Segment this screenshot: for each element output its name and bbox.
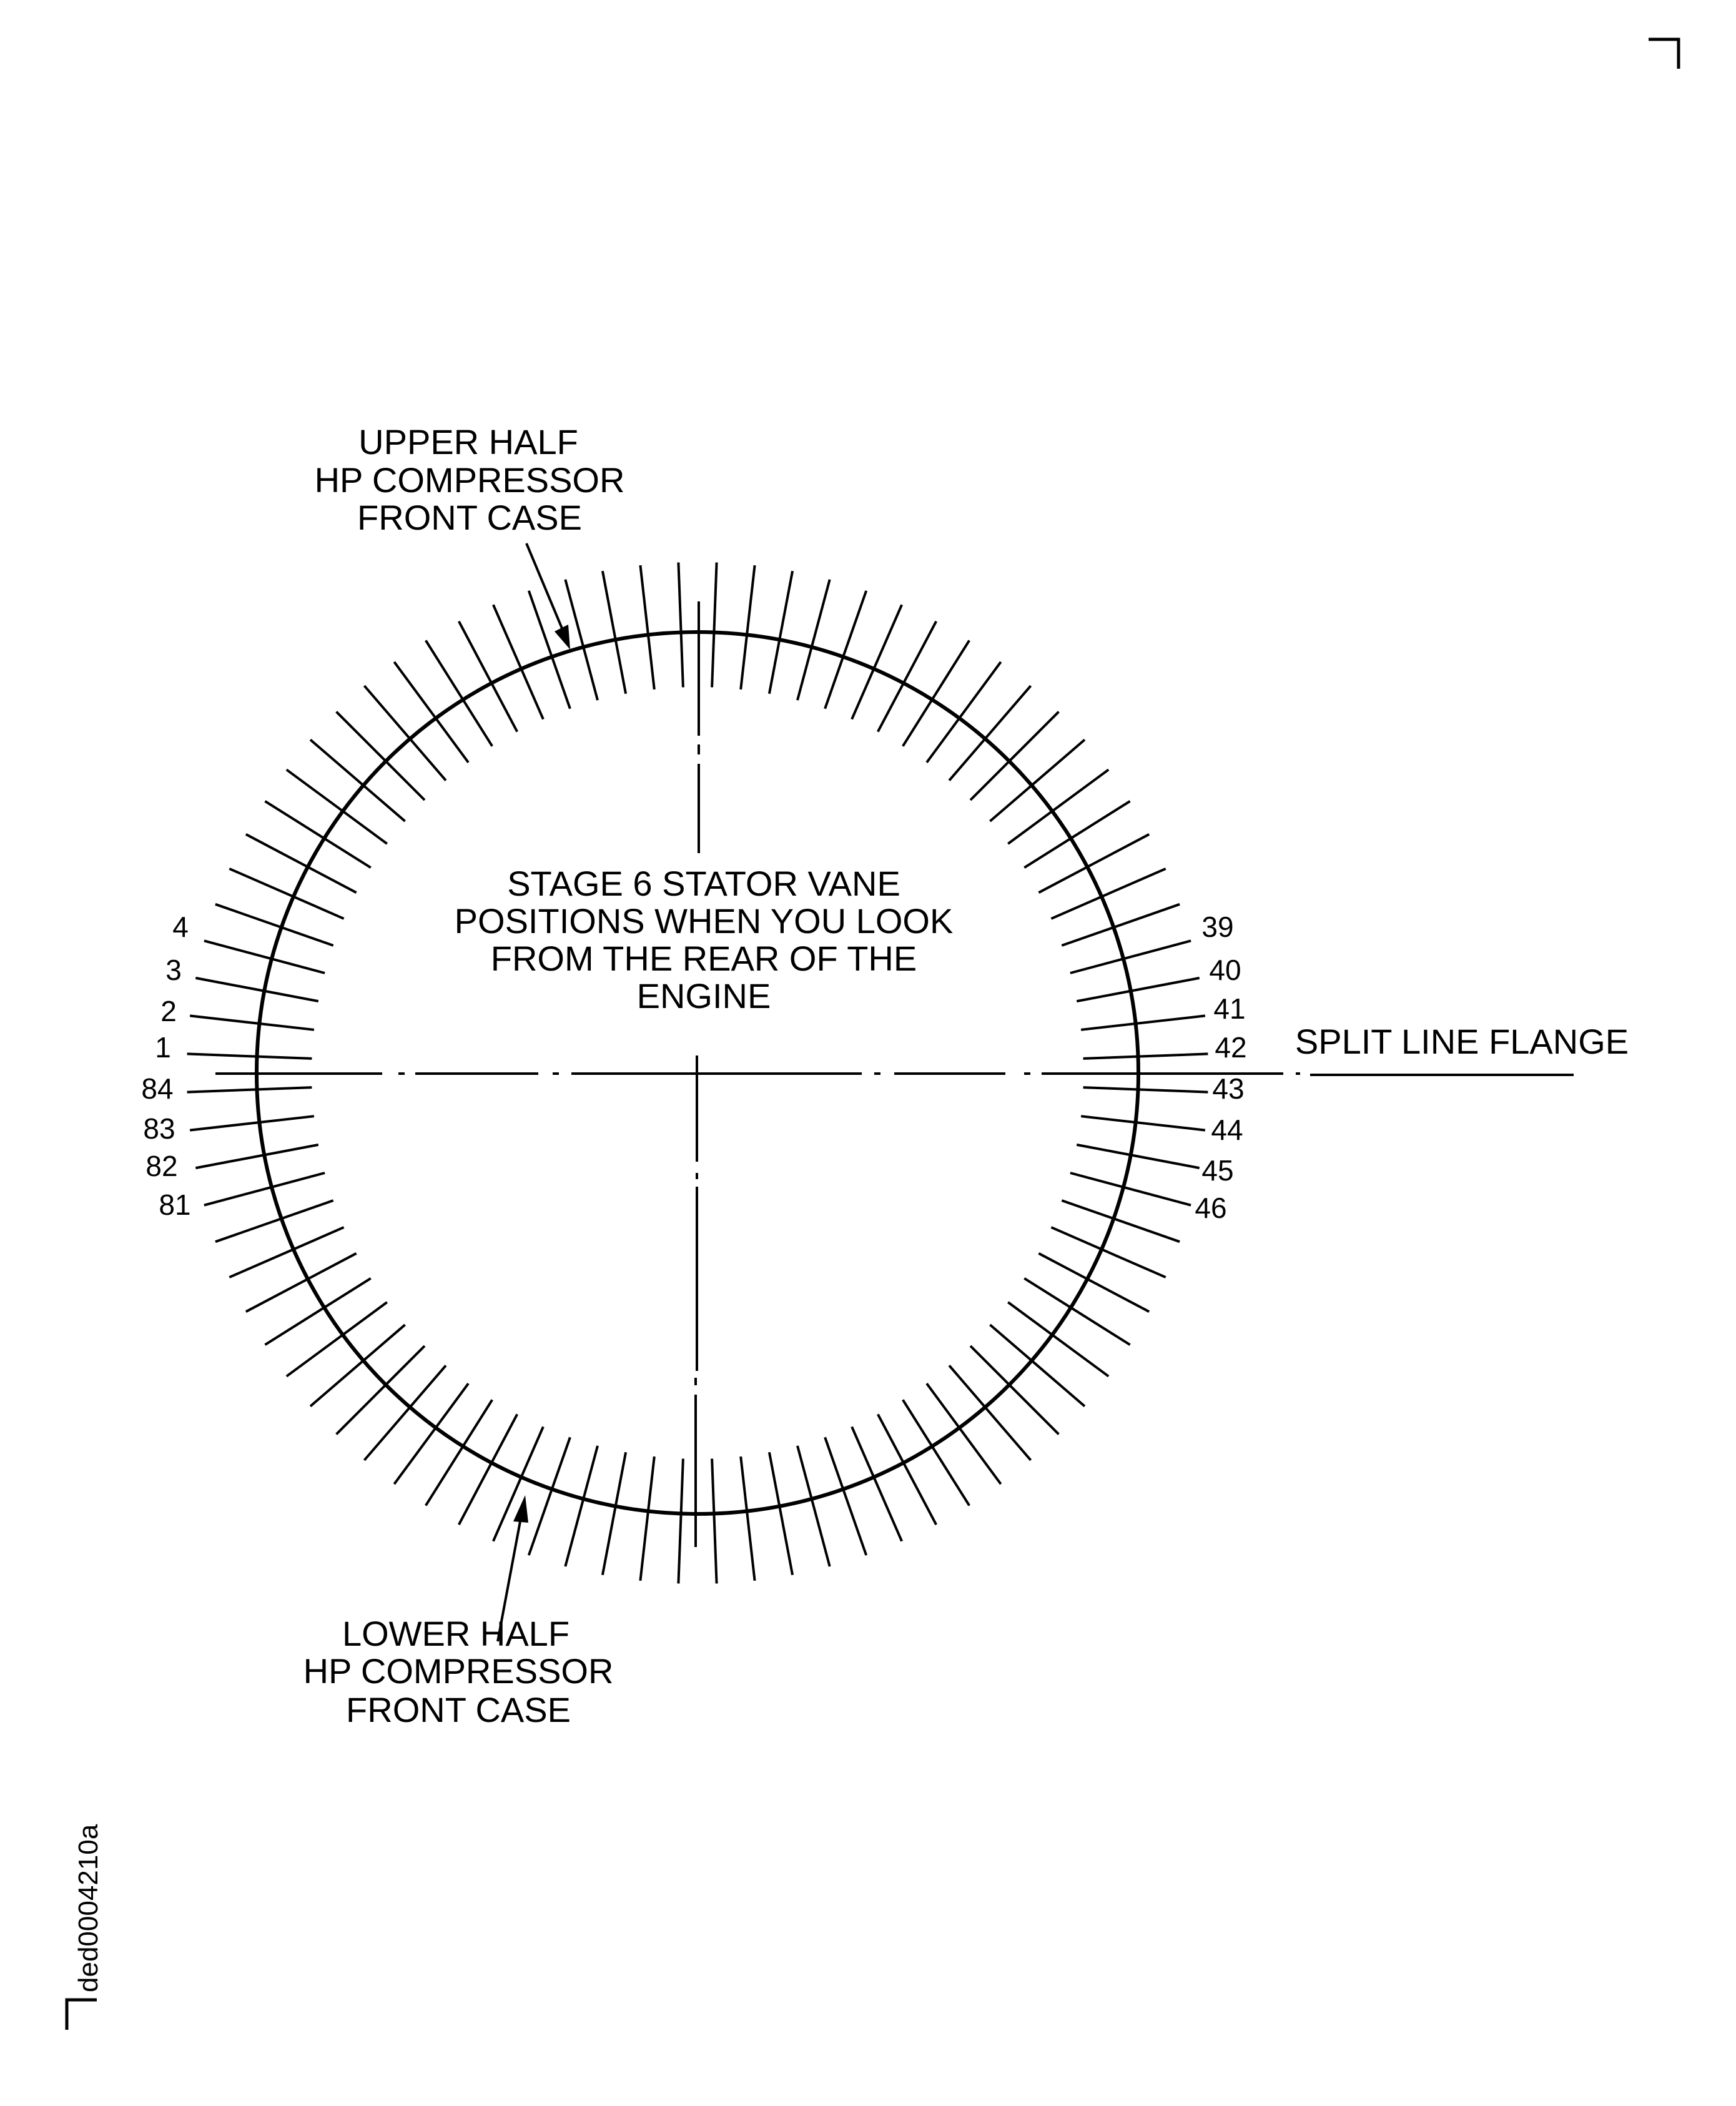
lower-callout-line-1: LOWER HALF (342, 1614, 570, 1653)
vane-spoke (949, 686, 1031, 781)
vane-number-label: 1 (155, 1031, 171, 1064)
vane-number-label: 46 (1195, 1192, 1227, 1224)
vane-spoke (903, 1400, 969, 1505)
vane-spoke (927, 662, 1001, 763)
vane-spoke (287, 1302, 387, 1377)
vane-spoke (1070, 1173, 1191, 1205)
figure-id-label: ded0004210a (73, 1824, 104, 1992)
vane-spoke (310, 1325, 405, 1406)
lower-callout-line-2: HP COMPRESSOR (303, 1651, 614, 1691)
vane-spoke (797, 580, 830, 700)
vane-spoke (712, 1459, 717, 1584)
vane-number-label: 44 (1211, 1114, 1243, 1146)
vane-number-label: 4 (172, 911, 189, 943)
vane-spoke (187, 1087, 312, 1092)
vane-spoke (310, 739, 405, 821)
vane-spoke (640, 1456, 654, 1581)
vane-spoke (195, 1145, 318, 1168)
corner-mark-top-right (1649, 39, 1679, 69)
vane-spoke (187, 1054, 312, 1059)
vane-spoke (190, 1116, 314, 1130)
vane-spoke (529, 591, 570, 709)
vane-spoke (903, 640, 969, 746)
vane-spoke (970, 1346, 1058, 1434)
vane-spoke (970, 712, 1058, 800)
vane-number-label: 40 (1209, 954, 1241, 986)
vane-spoke (949, 1365, 1031, 1460)
vane-spoke (1077, 978, 1200, 1001)
vane-number-label: 2 (160, 995, 177, 1027)
vane-spoke (195, 978, 318, 1001)
vane-spoke (394, 662, 468, 763)
vane-number-label: 3 (165, 954, 182, 986)
vane-spoke (1062, 1200, 1180, 1242)
vane-spoke (426, 640, 492, 746)
vane-spoke (1077, 1145, 1200, 1168)
vane-spoke (1070, 941, 1191, 973)
corner-mark-bottom-left (67, 2000, 97, 2030)
center-note-line-2: POSITIONS WHEN YOU LOOK (454, 901, 954, 941)
vane-spoke (394, 1383, 468, 1484)
vane-number-label: 82 (145, 1150, 178, 1182)
vane-spoke (337, 1346, 425, 1434)
vane-spoke (603, 571, 626, 694)
vane-spoke (529, 1437, 570, 1555)
vane-spoke (927, 1383, 1001, 1484)
upper-callout-line-3: FRONT CASE (357, 498, 582, 537)
vane-spoke (426, 1400, 492, 1505)
vane-spoke (265, 1278, 370, 1345)
vane-spoke (1024, 801, 1130, 868)
vane-spoke (825, 1437, 866, 1555)
vane-spoke (1008, 1302, 1108, 1377)
vane-number-label: 42 (1215, 1031, 1247, 1064)
vane-spoke (1083, 1087, 1208, 1092)
vane-spoke (741, 1456, 754, 1581)
vane-number-label: 84 (141, 1072, 174, 1105)
vane-spoke (678, 1459, 683, 1584)
center-note-line-4: ENGINE (636, 976, 771, 1016)
vane-spoke (565, 580, 598, 700)
vane-number-label: 83 (143, 1112, 175, 1145)
vane-spoke (287, 769, 387, 844)
upper-callout-line-1: UPPER HALF (358, 422, 578, 462)
vane-spoke (769, 571, 792, 694)
center-note-line-1: STAGE 6 STATOR VANE (507, 864, 900, 903)
vane-spoke (990, 1325, 1085, 1406)
vane-spoke (1008, 769, 1108, 844)
vane-spoke (190, 1016, 314, 1029)
vane-spoke (797, 1446, 830, 1566)
vane-spoke (215, 904, 333, 946)
vane-spoke (640, 565, 654, 690)
vane-spoke (1062, 904, 1180, 946)
vane-spoke (204, 941, 325, 973)
vane-number-label: 81 (159, 1189, 191, 1221)
upper-callout-arrow (526, 543, 570, 650)
vane-spoke (769, 1452, 792, 1575)
vane-spoke (712, 563, 717, 688)
vane-spoke (1083, 1054, 1208, 1059)
upper-half-callout (315, 422, 625, 537)
vane-spoke (215, 1200, 333, 1242)
vane-spoke (364, 686, 446, 781)
vane-spoke (990, 739, 1085, 821)
vane-number-label: 43 (1212, 1072, 1245, 1105)
center-note-line-3: FROM THE REAR OF THE (490, 939, 917, 978)
vane-spoke (741, 565, 754, 690)
vane-spoke (678, 563, 683, 688)
vane-number-label: 41 (1213, 992, 1246, 1025)
vane-spoke (204, 1173, 325, 1205)
split-line-flange-label: SPLIT LINE FLANGE (1295, 1022, 1629, 1061)
center-note (455, 864, 954, 1016)
lower-half-callout (303, 1614, 614, 1729)
vane-spoke (603, 1452, 626, 1575)
vane-spoke (1081, 1016, 1205, 1029)
upper-callout-line-2: HP COMPRESSOR (314, 460, 625, 500)
vane-spoke (565, 1446, 598, 1566)
vane-spoke (825, 591, 866, 709)
vane-spoke (364, 1365, 446, 1460)
vane-number-label: 45 (1201, 1154, 1234, 1187)
lower-callout-line-3: FRONT CASE (346, 1690, 571, 1729)
vane-spoke (337, 712, 425, 800)
split-line-centerline (215, 1074, 1574, 1075)
vane-spoke (265, 801, 370, 868)
vane-spoke (1081, 1116, 1205, 1130)
vane-number-label: 39 (1201, 911, 1234, 943)
vane-spoke (1024, 1278, 1130, 1345)
